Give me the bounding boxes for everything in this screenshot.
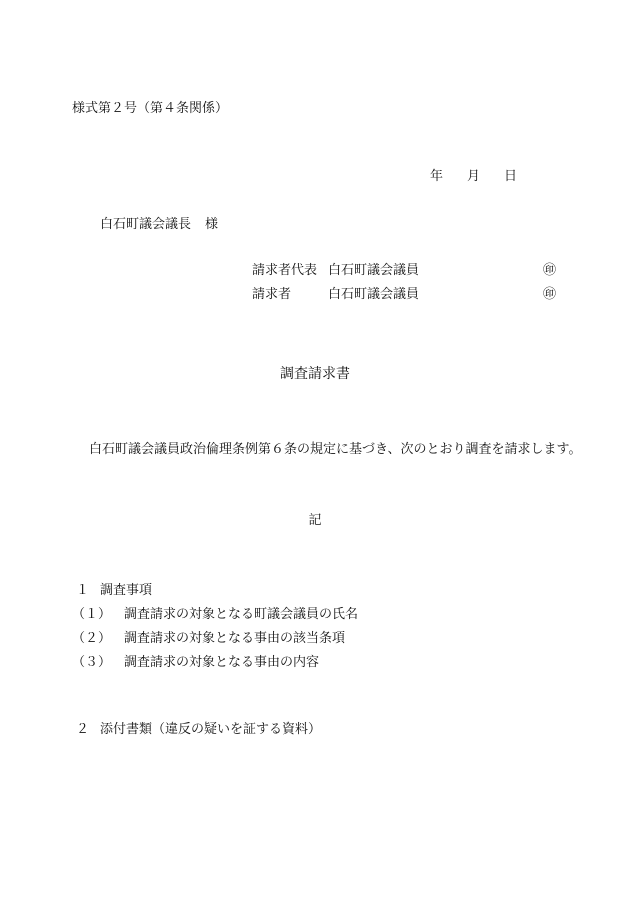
addressee	[100, 217, 218, 233]
day-label: 日	[504, 169, 518, 184]
section-number: １	[76, 583, 90, 598]
date-row	[430, 169, 517, 185]
seal-mark: ㊞	[543, 287, 557, 302]
section-2-heading	[76, 722, 321, 738]
item-number: （１）	[72, 607, 112, 622]
requester-member: 白石町議会議員	[328, 287, 420, 302]
item-text: 調査請求の対象となる事由の該当条項	[124, 631, 346, 646]
section-title: 調査事項	[100, 583, 153, 598]
addressee-honorific: 様	[205, 217, 219, 232]
item-text: 調査請求の対象となる事由の内容	[124, 655, 320, 670]
item-text: 調査請求の対象となる町議会議員の氏名	[124, 607, 359, 622]
requester-representative-row	[252, 263, 557, 279]
list-item	[72, 655, 319, 671]
section-1-heading	[76, 583, 152, 599]
addressee-name: 白石町議会議長	[100, 217, 192, 232]
month-label: 月	[467, 169, 481, 184]
requester-row	[252, 287, 557, 303]
year-label: 年	[430, 169, 444, 184]
item-number: （２）	[72, 631, 112, 646]
item-number: （３）	[72, 655, 112, 670]
document-title: 調査請求書	[280, 366, 350, 382]
requester-member: 白石町議会議員	[328, 263, 420, 278]
seal-mark: ㊞	[543, 263, 557, 278]
body-text: 白石町議会議員政治倫理条例第６条の規定に基づき、次のとおり調査を請求します。	[89, 442, 582, 457]
section-number: ２	[76, 722, 90, 737]
list-item	[72, 607, 358, 623]
requester-role: 請求者代表	[252, 263, 318, 278]
list-item	[72, 631, 345, 647]
requester-role: 請求者	[252, 287, 292, 302]
section-title: 添付書類（違反の疑いを証する資料）	[100, 722, 322, 737]
ki-marker: 記	[308, 513, 322, 528]
form-number: 様式第２号（第４条関係）	[72, 101, 229, 116]
